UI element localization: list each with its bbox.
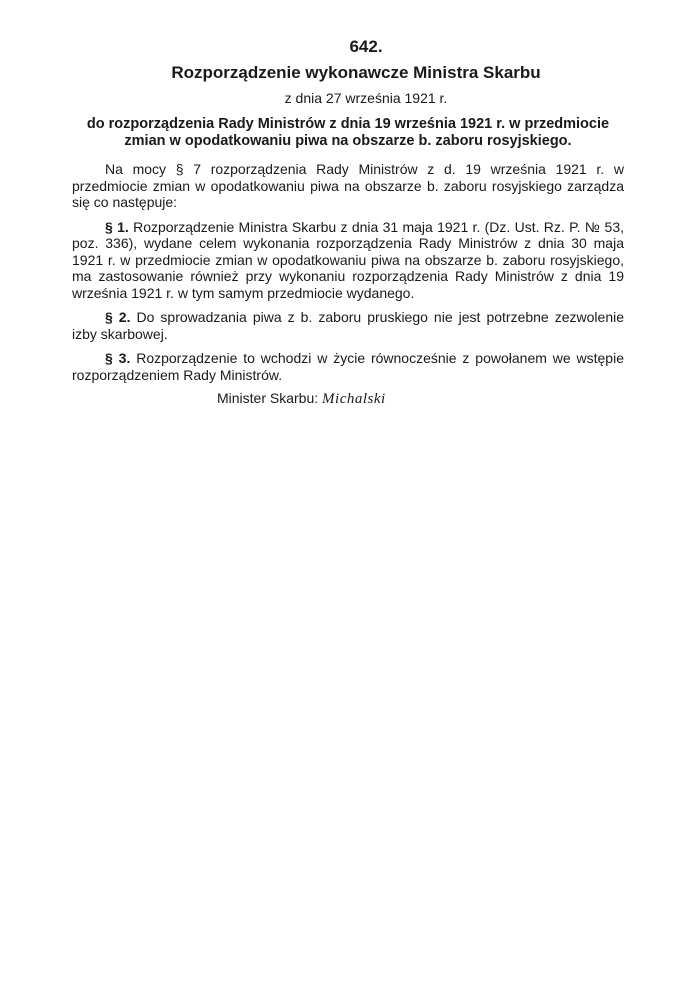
section-2-text: Do sprowadzania piwa z b. zaboru pruskiego nie jest potrzebne zezwolenie izby skarbowej.	[72, 309, 624, 342]
signature-line	[217, 389, 624, 408]
document-body	[72, 36, 624, 408]
section-1-label: § 1.	[105, 218, 129, 235]
signature-role: Minister Skarbu:	[217, 390, 319, 406]
document-date: z dnia 27 września 1921 r.	[284, 90, 448, 106]
section-3-label: § 3.	[105, 350, 131, 366]
section-2-paragraph	[72, 309, 624, 342]
section-1-paragraph	[72, 219, 624, 302]
section-3-paragraph	[72, 350, 624, 383]
section-3-text: Rozporządzenie to wchodzi w życie równocześnie z powołanem we wstępie rozporządzeniem Rady Ministrów.	[72, 350, 624, 383]
signature-name: Michalski	[322, 391, 386, 407]
section-2-label: § 2.	[105, 309, 131, 325]
preamble-paragraph: Na mocy § 7 rozporządzenia Rady Ministrów z d. 19 września 1921 r. w przedmiocie zmian w opodatkowaniu piwa na obszarze b. zaboru rosyjskiego zarządza się co następuje:	[72, 161, 624, 210]
section-1-text: Rozporządzenie Ministra Skarbu z dnia 31 maja 1921 r. (Dz. Ust. Rz. P. № 53, poz. 336), wydane celem wykonania rozporządzenia Rady Ministrów z dnia 30 maja 1921 r. w przedmiocie zmian w opodatkowaniu piwa na obszarze b. zaboru rosyjskiego, ma zastosowanie również przy wykonaniu rozporządzenia Rady Ministrów z dnia 19 września 1921 r. w tym samym przedmiocie wydanego.	[72, 218, 624, 301]
document-title: Rozporządzenie wykonawcze Ministra Skarbu	[171, 63, 541, 82]
document-subject: do rozporządzenia Rady Ministrów z dnia 19 września 1921 r. w przedmiocie zmian w opodatkowaniu piwa na obszarze b. zaboru rosyjskiego.	[86, 116, 610, 149]
document-number: 642.	[349, 37, 383, 56]
